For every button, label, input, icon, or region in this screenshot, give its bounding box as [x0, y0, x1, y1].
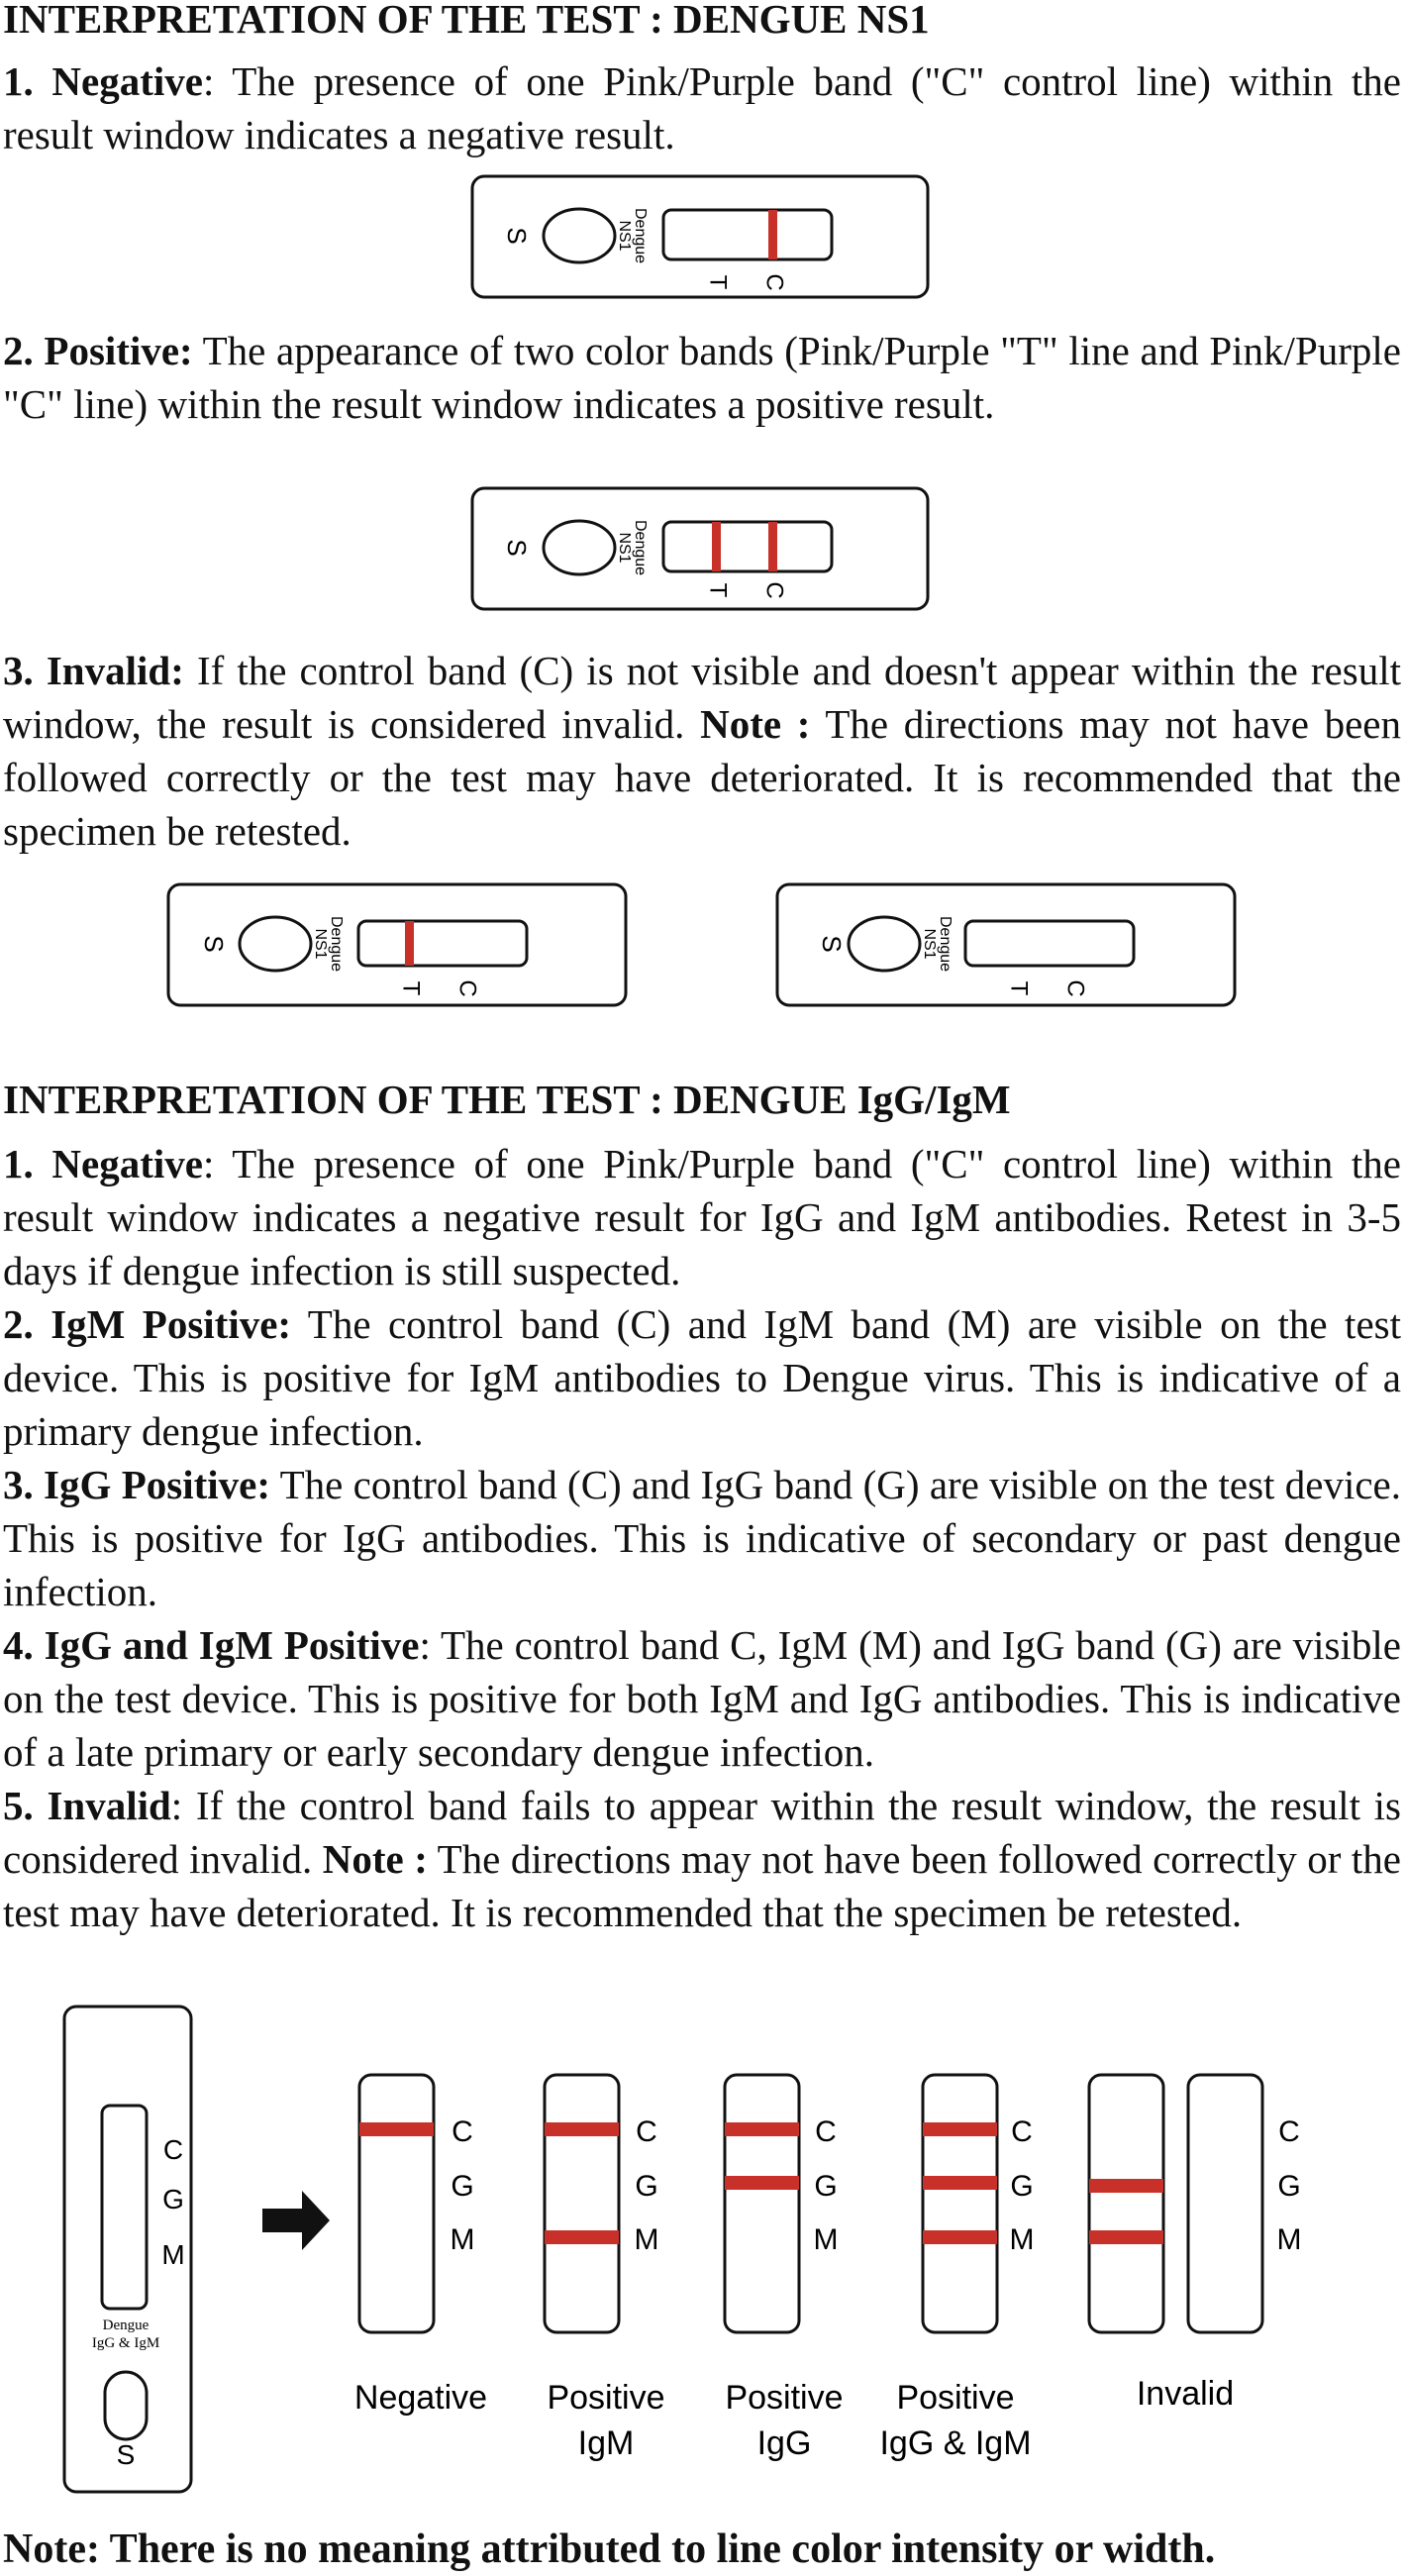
- m-label: M: [1009, 2223, 1035, 2256]
- m-band: [545, 2230, 619, 2244]
- strip-invalid-a: [1089, 2075, 1163, 2332]
- c-band: [545, 2122, 619, 2136]
- m-band: [923, 2230, 997, 2244]
- footnote: Note: There is no meaning attributed to line color intensity or width.: [3, 2526, 1216, 2572]
- control-band: [768, 522, 777, 571]
- brand-line-2: NS1: [921, 928, 938, 960]
- m-label: M: [813, 2223, 839, 2256]
- igg-igm-item-text: : The presence of one Pink/Purple band ("C" control line) within the result window indicates a negative result for IgG and IgM antibodies. Retest in 3-5 days if dengue infection is still suspected.: [3, 1141, 1401, 1293]
- c-label: C: [815, 2115, 837, 2148]
- sample-well: [849, 917, 920, 971]
- ns1-positive-label: 2. Positive:: [3, 328, 193, 373]
- sample-label: S: [502, 227, 533, 245]
- t-label: T: [704, 274, 732, 290]
- caption-positive-both-2: IgG & IgM: [879, 2424, 1032, 2462]
- igg-igm-item-text: The control band (C) and IgM band (M) are visible on the test device. This is positive for IgM antibodies to Dengue virus. This is indicative of a primary dengue infection.: [3, 1301, 1401, 1454]
- test-band: [405, 921, 414, 966]
- igg-igm-diagram: [0, 2001, 1406, 2506]
- g-label: G: [635, 2170, 658, 2203]
- c-band: [359, 2122, 434, 2136]
- c-label: C: [1278, 2115, 1300, 2148]
- c-label: C: [453, 979, 481, 997]
- c-label: C: [1061, 979, 1089, 997]
- ns1-heading: INTERPRETATION OF THE TEST : DENGUE NS1: [3, 0, 930, 42]
- sample-well: [544, 209, 615, 262]
- ns1-invalid-note-text: The directions may not have been followed correctly or the test may have deteriorated. It is recommended that the specimen be retested.: [3, 701, 1402, 854]
- ns1-invalid-cassette-b: [777, 884, 1235, 1005]
- brand-line-2: IgG & IgM: [91, 2335, 160, 2351]
- ns1-invalid-label: 3. Invalid:: [3, 648, 184, 693]
- igg-igm-item-1: [3, 1137, 1401, 1297]
- strip-positive-igg-igm: [923, 2075, 1035, 2332]
- ns1-negative-text: : The presence of one Pink/Purple band ("C" control line) within the result window indicates a negative result.: [3, 58, 1401, 157]
- g-label: G: [814, 2170, 838, 2203]
- caption-negative: Negative: [353, 2379, 488, 2417]
- strip-positive-igg: [725, 2075, 839, 2332]
- caption-positive-igg-2: IgG: [756, 2424, 812, 2462]
- caption-invalid: Invalid: [1136, 2375, 1235, 2413]
- g-label: G: [162, 2184, 184, 2215]
- t-label: T: [397, 980, 425, 996]
- c-label: C: [760, 273, 788, 291]
- result-window: [663, 210, 832, 259]
- strip-captions: [354, 2375, 1234, 2462]
- sample-well: [105, 2372, 147, 2439]
- caption-positive-both-1: Positive: [896, 2379, 1015, 2417]
- sample-label: S: [116, 2439, 136, 2470]
- caption-positive-igm-2: IgM: [577, 2424, 635, 2462]
- c-label: C: [636, 2115, 657, 2148]
- g-label: G: [1010, 2170, 1034, 2203]
- result-window: [965, 921, 1134, 966]
- igg-igm-device: [64, 2007, 191, 2492]
- test-band: [712, 522, 721, 571]
- result-window: [102, 2106, 147, 2309]
- g-band: [923, 2176, 997, 2190]
- ns1-negative-paragraph: [3, 54, 1401, 161]
- ns1-invalid-paragraph: [3, 644, 1401, 858]
- m-label: M: [1276, 2223, 1302, 2256]
- sample-well: [240, 917, 311, 971]
- igg-igm-item-label: 5. Invalid: [3, 1783, 171, 1828]
- igg-igm-note-label: Note :: [322, 1836, 428, 1882]
- igg-igm-item-4: [3, 1618, 1401, 1779]
- ns1-negative-label: 1. Negative: [3, 58, 203, 104]
- brand-line-2: NS1: [312, 928, 329, 960]
- c-label: C: [452, 2115, 473, 2148]
- igg-igm-item-2: [3, 1297, 1401, 1458]
- t-label: T: [1005, 980, 1033, 996]
- igg-igm-item-label: 2. IgM Positive:: [3, 1301, 292, 1347]
- sample-label: S: [199, 935, 230, 953]
- igg-igm-item-text: : If the control band fails to appear within the result window, the result is considered invalid.: [3, 1783, 1402, 1882]
- t-label: T: [704, 582, 732, 598]
- g-band: [725, 2176, 799, 2190]
- ns1-positive-text: The appearance of two color bands (Pink/Purple "T" line and Pink/Purple "C" line) within the result window indicates a positive result.: [3, 328, 1401, 427]
- ns1-positive-paragraph: [3, 324, 1401, 431]
- m-label: M: [634, 2223, 659, 2256]
- strip-positive-igm: [545, 2075, 659, 2332]
- c-band: [923, 2122, 997, 2136]
- igg-igm-item-text: : The control band C, IgM (M) and IgG band (G) are visible on the test device. This is positive for both IgM and IgG antibodies. This is indicative of a late primary or early secondary dengue infection.: [3, 1622, 1401, 1775]
- igg-igm-heading: INTERPRETATION OF THE TEST : DENGUE IgG/IgM: [3, 1077, 1011, 1122]
- igg-igm-item-3: [3, 1458, 1401, 1618]
- arrow-right-icon: [262, 2191, 330, 2250]
- igg-igm-item-label: 3. IgG Positive:: [3, 1462, 270, 1507]
- igg-igm-item-5: [3, 1779, 1401, 1939]
- caption-positive-igg-1: Positive: [725, 2379, 844, 2417]
- c-band: [725, 2122, 799, 2136]
- igg-igm-item-label: 4. IgG and IgM Positive: [3, 1622, 420, 1668]
- strip-negative: [359, 2075, 475, 2332]
- ns1-invalid-cassette-a: [168, 884, 626, 1005]
- igg-igm-item-label: 1. Negative: [3, 1141, 203, 1186]
- result-window: [663, 522, 832, 571]
- brand-line-2: NS1: [616, 532, 633, 564]
- brand-line-1: Dengue: [632, 207, 649, 264]
- strip-invalid-b: [1188, 2075, 1302, 2332]
- ns1-invalid-note-label: Note :: [700, 701, 811, 747]
- sample-well: [544, 521, 615, 574]
- sample-label: S: [502, 539, 533, 557]
- brand-line-1: Dengue: [937, 915, 954, 973]
- g-label: G: [451, 2170, 474, 2203]
- caption-positive-igm-1: Positive: [547, 2379, 665, 2417]
- ns1-negative-cassette: [0, 173, 1406, 302]
- g-label: G: [1277, 2170, 1301, 2203]
- m-band: [1089, 2230, 1163, 2244]
- brand-line-2: NS1: [616, 220, 633, 252]
- igg-igm-note-text: The directions may not have been followed correctly or the test may have deteriorated. It is recommended that the specimen be retested.: [3, 1836, 1402, 1935]
- result-window: [358, 921, 527, 966]
- c-label: C: [1011, 2115, 1033, 2148]
- ns1-positive-cassette: [0, 485, 1406, 614]
- ns1-invalid-cassettes: [0, 881, 1406, 1010]
- ns1-invalid-text: If the control band (C) is not visible and doesn't appear within the result window, the result is considered invalid.: [3, 648, 1401, 747]
- g-band: [1089, 2179, 1163, 2193]
- igg-igm-item-text: The control band (C) and IgG band (G) are visible on the test device. This is positive for IgG antibodies. This is indicative of secondary or past dengue infection.: [3, 1462, 1401, 1614]
- control-band: [768, 210, 777, 259]
- brand-line-1: Dengue: [632, 519, 649, 576]
- m-label: M: [450, 2223, 475, 2256]
- brand-line-1: Dengue: [102, 2318, 150, 2333]
- brand-line-1: Dengue: [328, 915, 345, 973]
- c-label: C: [162, 2134, 184, 2165]
- m-label: M: [161, 2239, 185, 2270]
- sample-label: S: [817, 935, 848, 953]
- c-label: C: [760, 581, 788, 599]
